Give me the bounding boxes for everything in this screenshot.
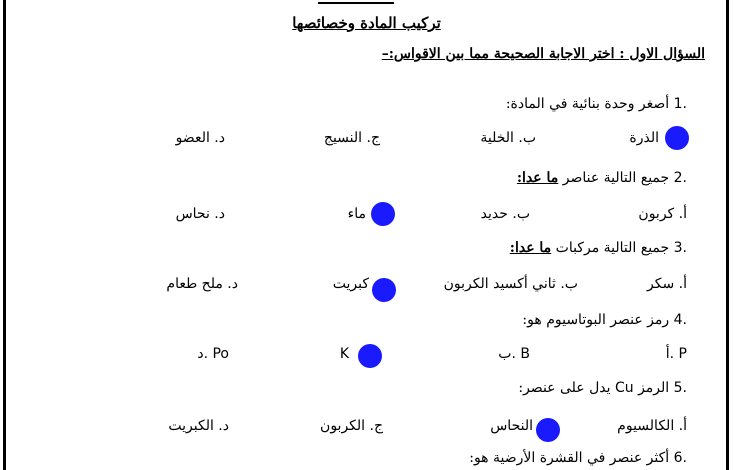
option-c[interactable]: ماء [347, 206, 366, 222]
option-a[interactable]: أ. كربون [638, 206, 687, 222]
option-d[interactable]: د. نحاس [175, 206, 225, 222]
option-c[interactable]: ج. الكربون [320, 418, 383, 434]
option-c[interactable]: كبريت [332, 276, 369, 292]
page-frame-right [726, 0, 729, 470]
question-number: .6 [673, 450, 687, 466]
answer-selected-dot [371, 202, 395, 226]
answer-selected-dot [536, 418, 560, 442]
option-c[interactable]: K [339, 346, 349, 362]
option-d[interactable]: د. الكبريت [168, 418, 229, 434]
option-c[interactable]: ج. النسيج [323, 130, 380, 146]
question-number: .4 [673, 312, 687, 328]
question-5 [518, 380, 687, 396]
answer-selected-dot [372, 278, 396, 302]
question-emphasis: ما عدا: [509, 240, 552, 256]
option-d[interactable]: د. ملح طعام [166, 276, 238, 292]
option-b[interactable]: ب. ثاني أكسيد الكربون [443, 276, 578, 292]
question-text-after: يدل على عنصر: [518, 380, 611, 396]
question-2 [517, 170, 687, 186]
question-text-before: الرمز [638, 380, 670, 396]
option-a[interactable]: أ. سكر [647, 276, 687, 292]
question-emphasis: ما عدا: [516, 170, 559, 186]
option-a[interactable]: الذرة [629, 130, 659, 146]
question-3 [510, 240, 687, 256]
question-text: أكثر عنصر في القشرة الأرضية هو: [469, 450, 670, 466]
question-6 [469, 450, 687, 466]
question-1 [506, 96, 687, 112]
question-text: جميع التالية مركبات [555, 240, 670, 256]
question-text: رمز عنصر البوتاسيوم هو: [522, 312, 670, 328]
question-text: أصغر وحدة بنائية في المادة: [505, 96, 670, 112]
answer-selected-dot [358, 344, 382, 368]
answer-selected-dot [665, 126, 689, 150]
question-number: .2 [673, 170, 687, 186]
question-4 [522, 312, 687, 328]
option-d[interactable]: Po .د [197, 346, 229, 362]
question-text: جميع التالية عناصر [562, 170, 670, 186]
option-b[interactable]: ب. الخلية [480, 130, 536, 146]
page-frame-left [3, 0, 6, 470]
option-d[interactable]: د. العضو [175, 130, 225, 146]
section-title: السؤال الاول : اختر الاجابة الصحيحة مما بين الاقواس:– [381, 46, 705, 62]
question-number: .5 [673, 380, 687, 396]
question-number: .3 [673, 240, 687, 256]
option-a[interactable]: P .أ [665, 346, 687, 362]
option-b[interactable]: ب. حديد [480, 206, 530, 222]
element-symbol: Cu [614, 380, 634, 396]
top-cut-off-heading [318, 0, 394, 6]
question-number: .1 [673, 96, 687, 112]
page-title: تركيب المادة وخصائصها [292, 14, 441, 32]
option-a[interactable]: أ. الكالسيوم [617, 418, 687, 434]
option-b[interactable]: النحاس [490, 418, 533, 434]
option-b[interactable]: B .ب [498, 346, 530, 362]
